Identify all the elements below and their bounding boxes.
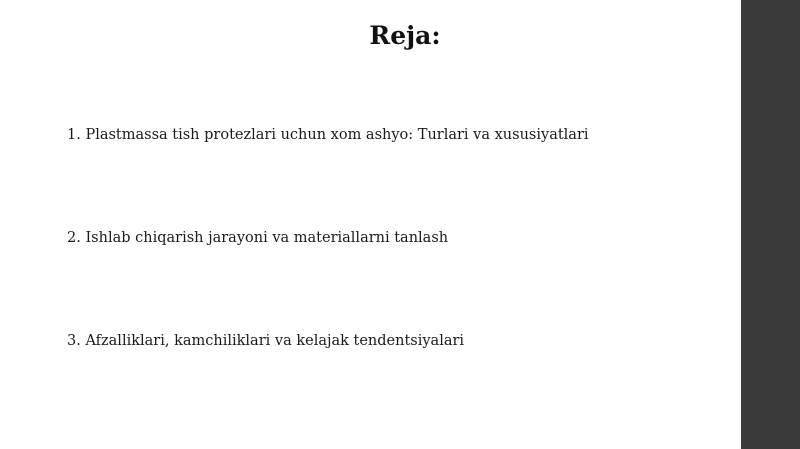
side-panel xyxy=(741,0,800,449)
plan-item-1: 1. Plastmassa tish protezlari uchun xom ashyo: Turlari va xususiyatlari xyxy=(67,127,589,143)
plan-item-2: 2. Ishlab chiqarish jarayoni va materiallarni tanlash xyxy=(67,230,449,246)
slide-title: Reja: xyxy=(369,21,441,50)
plan-item-3: 3. Afzalliklari, kamchiliklari va kelajak tendentsiyalari xyxy=(67,333,465,349)
